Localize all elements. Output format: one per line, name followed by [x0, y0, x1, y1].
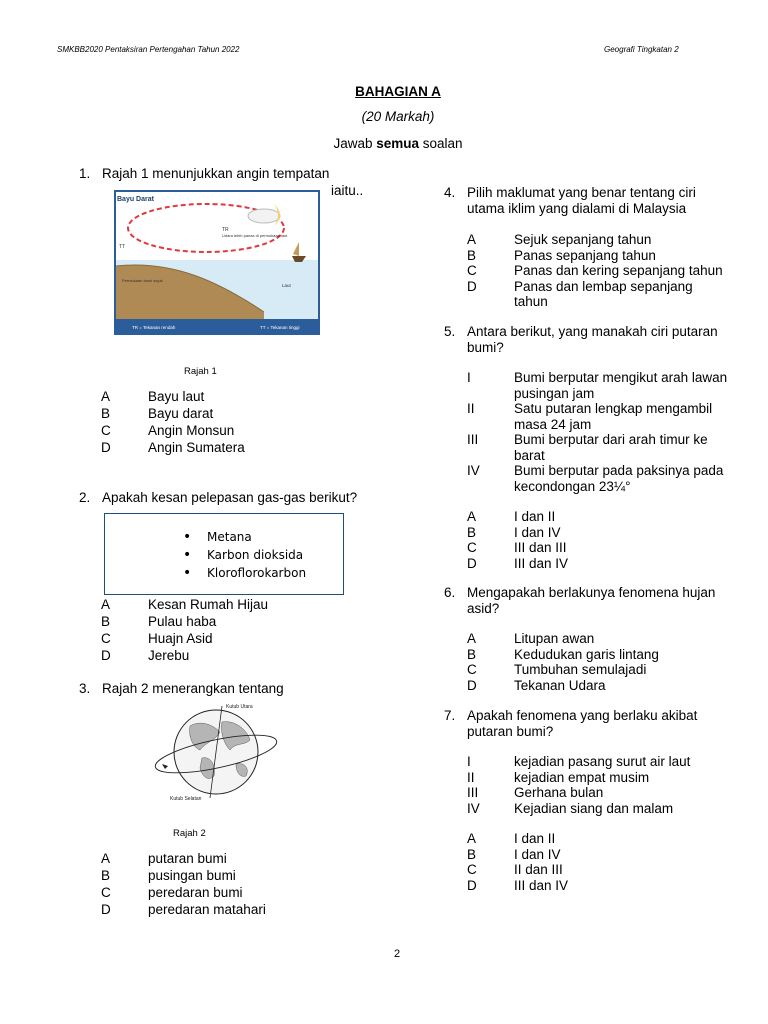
q7-statements [467, 754, 747, 816]
q6-options [467, 631, 747, 693]
q5-statement-iii-text: Bumi berputar dari arah timur ke [514, 432, 708, 447]
q7-statement-i-label: I [467, 754, 471, 769]
section-title: BAHAGIAN A [355, 84, 441, 99]
header-left: SMKBB2020 Pentaksiran Pertengahan Tahun 2022 [57, 45, 240, 54]
q1-option-d-text: Angin Sumatera [148, 440, 245, 455]
q3-option-a-text: putaran bumi [148, 851, 227, 866]
q7-option-d-text: III dan IV [514, 877, 569, 893]
q2-option-b-text: Pulau haba [148, 614, 217, 629]
section-instruction [0, 136, 768, 152]
q2-option-c[interactable] [101, 631, 331, 648]
earth-rotation-diagram [150, 702, 280, 802]
gas-item: • Metana [183, 528, 306, 546]
q4-option-a-letter: A [467, 232, 477, 247]
q7-number: 7. [444, 708, 456, 723]
q7-option-b-letter: B [467, 846, 477, 862]
q5-option-b[interactable] [467, 525, 747, 541]
gas-item: • Kloroflorokarbon [183, 564, 306, 582]
q2-number: 2. [79, 490, 91, 505]
q6-option-c[interactable] [467, 662, 747, 678]
q4-option-d-cont [467, 294, 747, 310]
q3-text: Rajah 2 menerangkan tentang [102, 681, 284, 696]
q4-option-d-text2: tahun [514, 294, 548, 309]
q2-option-a[interactable] [101, 597, 331, 614]
q5-statement-i-text2: pusingan jam [514, 385, 595, 401]
q1-option-b-text: Bayu darat [148, 406, 214, 421]
gas-list-box [104, 513, 344, 595]
q1-text-line1: Rajah 1 menunjukkan angin tempatan [102, 166, 330, 181]
q1-option-c-text: Angin Monsun [148, 423, 235, 438]
q5-statement-iv-text2: kecondongan 23¼° [514, 478, 631, 494]
q7-option-a-text: I dan II [514, 831, 556, 846]
q5-statement-iii-text2: barat [514, 447, 545, 463]
q1-option-a-letter: A [101, 389, 111, 404]
q7-statement-ii-label: II [467, 769, 475, 785]
q5-option-d-text: III dan IV [514, 555, 569, 571]
q4-number: 4. [444, 185, 456, 200]
instruction-pre: Jawab [333, 136, 377, 151]
q3-option-c[interactable] [101, 885, 331, 902]
q7-statement-iii-text: Gerhana bulan [514, 785, 604, 800]
q6-option-b[interactable] [467, 647, 747, 663]
q2-option-d-letter: D [101, 648, 111, 663]
q7-option-b-text: I dan IV [514, 846, 561, 862]
q5-statement-i-text: Bumi berputar mengikut arah lawan [514, 370, 728, 385]
q6-option-c-text: Tumbuhan semulajadi [514, 662, 647, 677]
q3-option-c-letter: C [101, 885, 111, 900]
q2-option-b-letter: B [101, 614, 111, 629]
q1-option-b-letter: B [101, 406, 111, 421]
q4-options [467, 232, 747, 310]
q5-statement-i-cont [467, 386, 757, 402]
q7-statement-iv [467, 801, 747, 817]
q4-option-c-letter: C [467, 263, 477, 278]
q3-option-c-text: peredaran bumi [148, 885, 243, 900]
fig1-title: Bayu Darat [117, 196, 154, 203]
q4-option-a[interactable] [467, 232, 747, 248]
q5-statement-ii-text: Satu putaran lengkap mengambil [514, 401, 713, 416]
fig1-tr-note: Udara lebih panas di permukaan laut [222, 233, 288, 238]
figure-2-earth-rotation [150, 702, 280, 802]
q7-text-line1: Apakah fenomena yang berlaku akibat [467, 708, 698, 723]
q1-option-c-letter: C [101, 423, 111, 438]
q7-text-line2: putaran bumi? [467, 724, 554, 739]
q7-option-a-letter: A [467, 831, 477, 846]
header-right: Geografi Tingkatan 2 [604, 45, 679, 54]
q7-option-d[interactable] [467, 878, 747, 894]
page-number: 2 [394, 948, 401, 960]
fig1-legend-left: TR = Tekanan rendah [132, 325, 176, 330]
q2-option-c-text: Huajn Asid [148, 631, 213, 646]
q5-option-a-text: I dan II [514, 509, 556, 524]
q7-statement-iii [467, 785, 747, 801]
q6-text-line1: Mengapakah berlakunya fenomena hujan [467, 585, 716, 600]
q6-option-b-letter: B [467, 646, 477, 662]
q5-statement-i [467, 370, 757, 386]
q6-option-a-text: Litupan awan [514, 631, 595, 646]
gas-list [183, 528, 306, 582]
fig1-tt-label: TT [119, 244, 126, 250]
q7-statement-iv-label: IV [467, 800, 480, 816]
q4-option-d-letter: D [467, 278, 477, 294]
q3-option-b-letter: B [101, 868, 111, 883]
q2-option-a-text: Kesan Rumah Hijau [148, 597, 269, 612]
q4-option-c[interactable] [467, 263, 747, 279]
q6-option-c-letter: C [467, 662, 477, 677]
fig1-land-label: Permukaan bumi sejuk [122, 278, 163, 283]
q1-option-b[interactable] [101, 406, 321, 423]
q5-statement-i-label: I [467, 370, 471, 385]
q3-option-d-text: peredaran matahari [148, 902, 266, 917]
q3-option-b-text: pusingan bumi [148, 868, 236, 883]
q3-number: 3. [79, 681, 91, 696]
q2-text: Apakah kesan pelepasan gas-gas berikut? [102, 490, 358, 505]
q4-option-b-letter: B [467, 247, 477, 263]
q7-option-a[interactable] [467, 831, 747, 847]
figure-1-land-breeze [114, 190, 320, 335]
q6-option-b-text: Kedudukan garis lintang [514, 646, 659, 662]
q5-option-a-letter: A [467, 509, 477, 524]
q1-option-a-text: Bayu laut [148, 389, 205, 404]
section-marks: (20 Markah) [361, 109, 435, 124]
q4-option-b-text: Panas sepanjang tahun [514, 247, 656, 263]
q6-number: 6. [444, 585, 456, 600]
q6-option-d[interactable] [467, 678, 747, 694]
q5-statement-iii-cont [467, 448, 757, 464]
q4-option-d-text: Panas dan lembap sepanjang [514, 278, 693, 294]
q5-option-a[interactable] [467, 509, 747, 525]
fig2-bottom-label: Kutub Selatan [170, 796, 202, 802]
q5-statement-iv-cont [467, 479, 757, 495]
q7-statement-i [467, 754, 747, 770]
q4-option-b[interactable] [467, 248, 747, 264]
q7-option-c[interactable] [467, 862, 747, 878]
q2-option-c-letter: C [101, 631, 111, 646]
q2-option-d-text: Jerebu [148, 648, 190, 663]
q7-option-c-text: II dan III [514, 862, 563, 877]
q4-option-a-text: Sejuk sepanjang tahun [514, 232, 652, 247]
q7-option-b[interactable] [467, 847, 747, 863]
q2-options [101, 597, 331, 665]
q3-options [101, 851, 331, 919]
figure-2-caption: Rajah 2 [173, 828, 206, 839]
q7-option-d-letter: D [467, 877, 477, 893]
q7-statement-ii [467, 770, 747, 786]
q5-number: 5. [444, 324, 456, 339]
q7-statement-ii-text: kejadian empat musim [514, 769, 650, 785]
q5-option-b-letter: B [467, 524, 477, 540]
q5-option-c[interactable] [467, 540, 747, 556]
q2-option-a-letter: A [101, 597, 111, 612]
instruction-post: soalan [419, 136, 463, 151]
q1-option-a[interactable] [101, 389, 321, 406]
q2-option-d[interactable] [101, 648, 331, 665]
q7-statement-iii-label: III [467, 785, 479, 800]
q5-statement-iv-label: IV [467, 463, 480, 478]
q7-option-c-letter: C [467, 862, 477, 877]
q5-statement-ii-text2: masa 24 jam [514, 416, 592, 432]
q1-options [101, 389, 321, 457]
q5-text-line1: Antara berikut, yang manakah ciri putaran [467, 324, 718, 339]
q3-option-d-letter: D [101, 902, 111, 917]
fig1-sea-label: Laut [282, 283, 291, 288]
q4-option-c-text: Panas dan kering sepanjang tahun [514, 263, 723, 278]
fig2-top-label: Kutub Utara [226, 704, 253, 710]
q5-option-b-text: I dan IV [514, 524, 561, 540]
q3-option-a-letter: A [101, 851, 111, 866]
q5-statement-iv [467, 463, 757, 479]
q5-statement-ii-label: II [467, 401, 475, 416]
gas-item: • Karbon dioksida [183, 546, 306, 564]
q1-option-d[interactable] [101, 440, 321, 457]
q6-option-a[interactable] [467, 631, 747, 647]
q5-statement-ii [467, 401, 757, 417]
q1-number: 1. [79, 166, 91, 181]
q6-option-d-letter: D [467, 677, 477, 693]
q5-options [467, 509, 747, 571]
q7-statement-iv-text: Kejadian siang dan malam [514, 800, 674, 816]
q5-text-line2: bumi? [467, 340, 504, 355]
land-breeze-diagram [114, 190, 320, 335]
q5-option-d-letter: D [467, 555, 477, 571]
q7-statement-i-text: kejadian pasang surut air laut [514, 754, 691, 769]
q5-statement-iv-text: Bumi berputar pada paksinya pada [514, 463, 724, 478]
q6-text-line2: asid? [467, 601, 500, 616]
q1-option-d-letter: D [101, 440, 111, 455]
instruction-bold: semua [376, 136, 419, 151]
q5-statement-iii [467, 432, 757, 448]
q4-text-line2: utama iklim yang dialami di Malaysia [467, 201, 687, 216]
q3-option-b[interactable] [101, 868, 331, 885]
q6-option-a-letter: A [467, 631, 477, 646]
q1-option-c[interactable] [101, 423, 321, 440]
q3-option-d[interactable] [101, 902, 331, 919]
q5-statement-iii-label: III [467, 432, 479, 447]
q4-text-line1: Pilih maklumat yang benar tentang ciri [467, 185, 696, 200]
q5-option-c-letter: C [467, 540, 477, 555]
q4-option-d[interactable] [467, 279, 747, 295]
fig1-legend-right: TT = Tekanan tinggi [260, 325, 300, 330]
q1-text-line2: iaitu.. [331, 183, 364, 198]
q5-option-c-text: III dan III [514, 540, 567, 555]
q5-option-d[interactable] [467, 556, 747, 572]
fig1-tr-label: TR [222, 227, 229, 233]
q6-option-d-text: Tekanan Udara [514, 677, 606, 693]
q7-options [467, 831, 747, 893]
q3-option-a[interactable] [101, 851, 331, 868]
q5-statements [467, 370, 757, 494]
q2-option-b[interactable] [101, 614, 331, 631]
q5-statement-ii-cont [467, 417, 757, 433]
figure-1-caption: Rajah 1 [184, 366, 217, 377]
